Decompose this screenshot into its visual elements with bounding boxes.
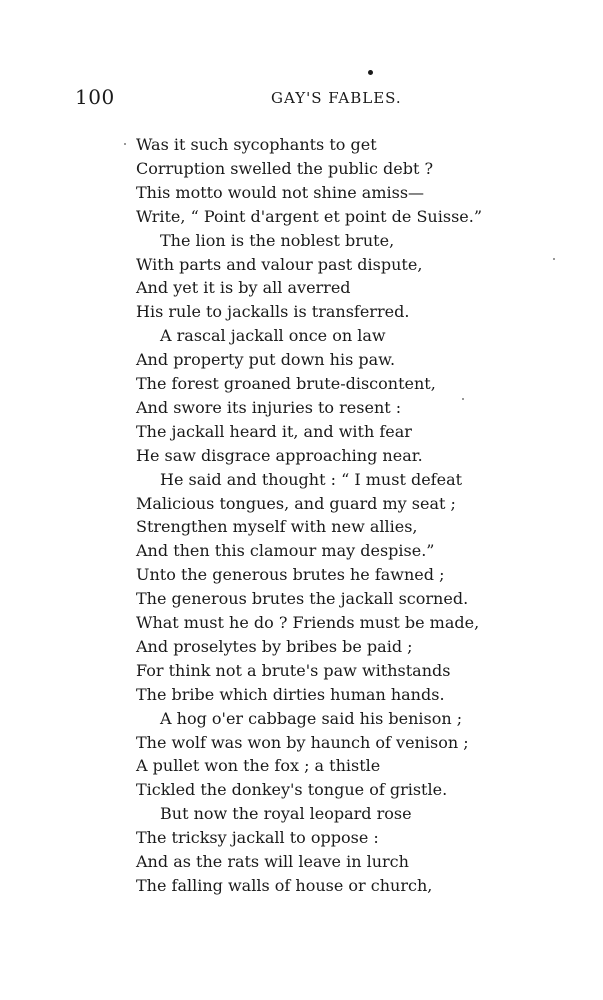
verse-line: What must he do ? Friends must be made, xyxy=(136,613,480,632)
verse-line: The bribe which dirties human hands. xyxy=(136,684,445,704)
verse-line: Tickled the donkey's tongue of gristle. xyxy=(136,780,448,800)
verse-line: Corruption swelled the public debt ? xyxy=(136,158,434,178)
verse-line: And yet it is by all averred xyxy=(136,278,351,298)
verse-line: Strengthen myself with new allies, xyxy=(136,517,418,537)
verse-line: The forest groaned brute-discontent, xyxy=(136,374,436,393)
verse-line: He said and thought : “ I must defeat xyxy=(160,469,463,489)
verse-line: And proselytes by bribes be paid ; xyxy=(136,636,413,656)
page-number: 100 xyxy=(75,85,115,109)
verse-line: He saw disgrace approaching near. xyxy=(136,445,423,465)
running-title: GAY'S FABLES. xyxy=(271,89,402,107)
verse-line: But now the royal leopard rose xyxy=(160,804,412,824)
verse-line: The falling walls of house or church, xyxy=(136,875,433,895)
verse-line: Write, “ Point d'argent et point de Suisse.” xyxy=(136,206,483,226)
verse-line: The wolf was won by haunch of venison ; xyxy=(136,732,469,752)
verse-line: Malicious tongues, and guard my seat ; xyxy=(136,493,456,513)
verse-line: A pullet won the fox ; a thistle xyxy=(136,756,381,776)
ink-speck xyxy=(368,70,373,75)
verse-line: The generous brutes the jackall scorned. xyxy=(136,589,469,609)
verse-line: With parts and valour past dispute, xyxy=(136,254,423,274)
verse-line: This motto would not shine amiss— xyxy=(136,182,425,202)
ink-speck xyxy=(462,398,464,400)
verse-line: The lion is the noblest brute, xyxy=(160,230,395,250)
verse-line: The tricksy jackall to oppose : xyxy=(136,828,379,848)
running-header xyxy=(0,85,603,115)
ink-speck xyxy=(124,143,126,145)
verse-line: And swore its injuries to resent : xyxy=(136,397,402,417)
ink-speck xyxy=(553,258,555,260)
verse-line: A rascal jackall once on law xyxy=(160,326,386,346)
verse-line: And then this clamour may despise.” xyxy=(136,541,435,561)
verse-line: And as the rats will leave in lurch xyxy=(136,852,409,871)
verse-line: For think not a brute's paw withstands xyxy=(136,660,451,680)
verse-line: A hog o'er cabbage said his benison ; xyxy=(160,708,463,728)
verse-line: His rule to jackalls is transferred. xyxy=(136,302,410,322)
verse-line: Unto the generous brutes he fawned ; xyxy=(136,565,445,585)
verse-line: And property put down his paw. xyxy=(136,350,396,370)
verse-line: Was it such sycophants to get xyxy=(136,135,377,154)
verse-line: The jackall heard it, and with fear xyxy=(136,421,412,441)
